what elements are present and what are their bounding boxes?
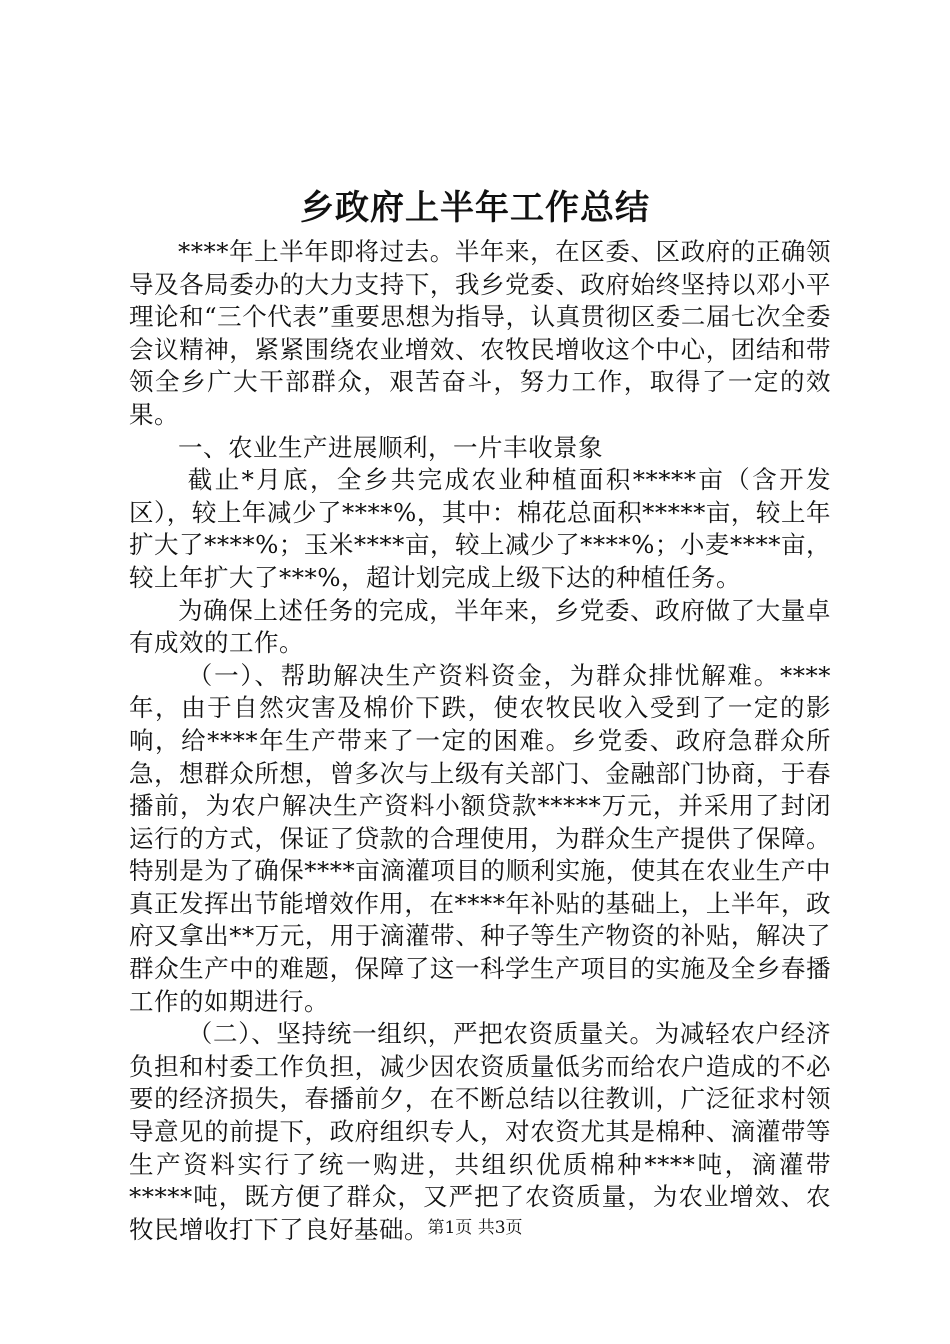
document-title: 乡政府上半年工作总结 (300, 188, 650, 228)
paragraph-effective-work: 为确保上述任务的完成，半年来，乡党委、政府做了大量卓有成效的工作。 (129, 595, 831, 658)
paragraph-planting-area: 截止*月底，全乡共完成农业种植面积*****亩（含开发区），较上年减少了****%，其中：棉花总面积*****亩，较上年扩大了****%；玉米****亩，较上减少了****%；小麦****亩，较上年扩大了***%，超计划完成上级下达的种植任务。 (129, 465, 831, 592)
section-heading-agriculture: 一、农业生产进展顺利，一片丰收景象 (178, 432, 603, 462)
paragraph-quality-control: （二）、坚持统一组织，严把农资质量关。为减轻农户经济负担和村委工作负担，减少因农资质量低劣而给农户造成的不必要的经济损失，春播前夕，在不断总结以往教训，广泛征求村领导意见的前提下，政府组织专人，对农资尤其是棉种、滴灌带等生产资料实行了统一购进，共组织优质棉种****吨，滴灌带*****吨，既方便了群众，又严把了农资质量，为农业增效、农牧民增收打下了良好基础。 (129, 1019, 831, 1244)
paragraph-funding-support: （一）、帮助解决生产资料资金，为群众排忧解难。****年，由于自然灾害及棉价下跌，使农牧民收入受到了一定的影响，给****年生产带来了一定的困难。乡党委、政府急群众所急，想群众所想，曾多次与上级有关部门、金融部门协商，于春播前，为农户解决生产资料小额贷款*****万元，并采用了封闭运行的方式，保证了贷款的合理使用，为群众生产提供了保障。特别是为了确保****亩滴灌项目的顺利实施，使其在农业生产中真正发挥出节能增效作用，在****年补贴的基础上，上半年，政府又拿出**万元，用于滴灌带、种子等生产物资的补贴，解决了群众生产中的难题，保障了这一科学生产项目的实施及全乡春播工作的如期进行。 (129, 660, 831, 1016)
document-body (129, 236, 831, 1246)
page-footer: 第1页 共3页 (427, 1218, 523, 1238)
paragraph-intro: ****年上半年即将过去。半年来，在区委、区政府的正确领导及各局委办的大力支持下，我乡党委、政府始终坚持以邓小平理论和“三个代表”重要思想为指导，认真贯彻区委二届七次全委会议精神，紧紧围绕农业增效、农牧民增收这个中心，团结和带领全乡广大干部群众，艰苦奋斗，努力工作，取得了一定的效果。 (129, 237, 831, 429)
